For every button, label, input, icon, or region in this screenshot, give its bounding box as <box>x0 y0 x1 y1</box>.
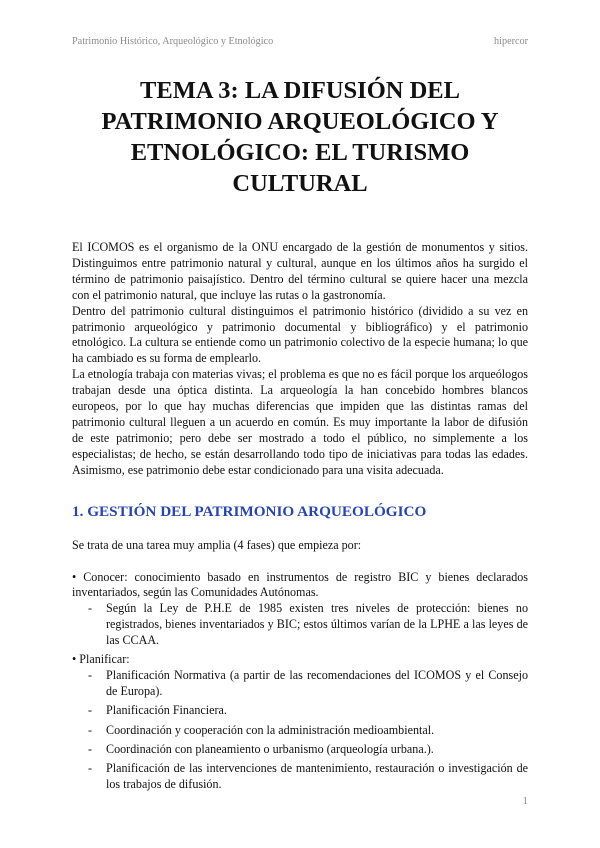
list-item: - Planificación de las intervenciones de mantenimiento, restauración o investigación de los trabajos de difusión. <box>106 761 528 793</box>
title-line: ETNOLÓGICO: EL TURISMO <box>130 139 470 166</box>
header-document-title: Patrimonio Histórico, Arqueológico y Etnológico <box>72 36 274 47</box>
page-title <box>72 75 528 199</box>
intro-paragraph-etnologia: La etnología trabaja con materias vivas; el problema es que no es fácil porque los arqueólogos trabajan desde una óptica distinta. La arqueología la han concebido hombres blancos europeos, por lo que hay muchas diferencias que impiden que las distintas ramas del patrimonio cultural lleguen a un acuerdo en común. Es muy importante la labor de difusión de este patrimonio; pero debe ser mostrado a todo el público, no simplemente a los especialistas; de hecho, se están desarrollando todo tipo de iniciativas para todas las edades. Asimismo, ese patrimonio debe estar condicionado para una visita adecuada. <box>72 367 528 477</box>
intro-paragraph-icomos: El ICOMOS es el organismo de la ONU encargado de la gestión de monumentos y sitios. Distinguimos entre patrimonio natural y cultural, aunque en los últimos años ha surgido el término de patrimonio paisajístico. Dentro del término cultural se quiere hacer una mezcla con el patrimonio natural, que incluye las rutas o la gastronomía. <box>72 240 528 302</box>
page-number: 1 <box>522 795 528 807</box>
intro-paragraph-patrimonio-cultural: Dentro del patrimonio cultural distinguimos el patrimonio histórico (dividido a su vez en patrimonio arqueológico y patrimonio documental y bibliográfico) y el patrimonio etnológico. La cultura se entiende como un patrimonio colectivo de la especie humana; lo que ha cambiado es su forma de emplearlo. <box>72 303 528 366</box>
page-header <box>72 36 528 50</box>
section-heading-gestion: 1. GESTIÓN DEL PATRIMONIO ARQUEOLÓGICO <box>72 502 427 520</box>
bullet-planificar: • Planificar: <box>72 652 130 667</box>
list-item: - Coordinación con planeamiento o urbanismo (arqueología urbana.). <box>106 742 528 758</box>
section-intro: Se trata de una tarea muy amplia (4 fases) que empieza por: <box>72 537 362 552</box>
title-line: CULTURAL <box>232 170 368 197</box>
header-author: hipercor <box>494 36 528 47</box>
title-line: PATRIMONIO ARQUEOLÓGICO Y <box>101 108 499 135</box>
conocer-sublist <box>72 601 528 649</box>
document-body <box>72 240 528 796</box>
list-item: - Planificación Financiera. <box>106 703 528 719</box>
list-item: - Según la Ley de P.H.E de 1985 existen tres niveles de protección: bienes no registrados, bienes inventariados y BIC; estos últimos varían de la LPHE a las leyes de las CCAA. <box>106 601 528 649</box>
planificar-sublist <box>72 668 528 793</box>
list-item: - Coordinación y cooperación con la administración medioambiental. <box>106 723 528 739</box>
list-item: - Planificación Normativa (a partir de las recomendaciones del ICOMOS y el Consejo de Europa). <box>106 668 528 700</box>
title-line: TEMA 3: LA DIFUSIÓN DEL <box>140 77 460 104</box>
bullet-conocer: • Conocer: conocimiento basado en instrumentos de registro BIC y bienes declarados inventariados, según las Comunidades Autónomas. <box>72 569 528 600</box>
